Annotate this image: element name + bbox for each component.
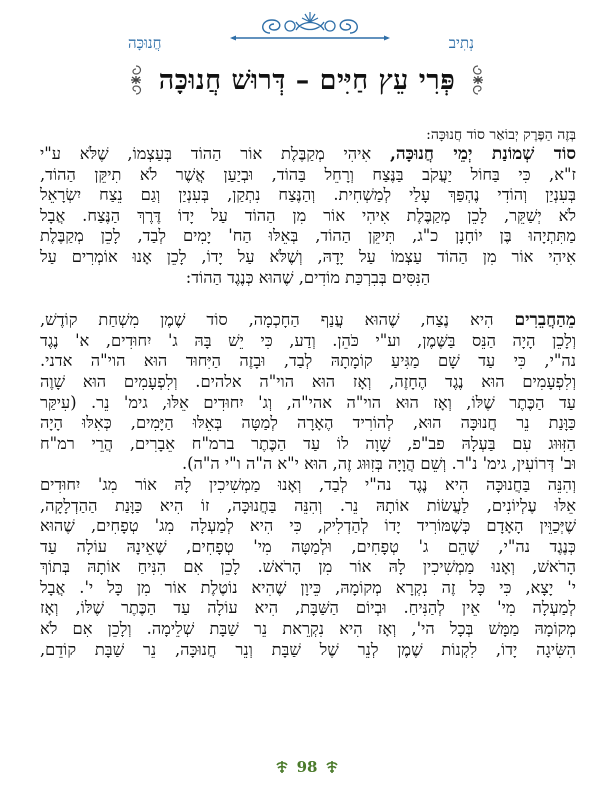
- section2-line-8: וְהִנֵּה בַּחֲנוּכָּה הִיא נֶגֶד נה"י לְבַד, וְאָנוּ מַמְשִׁיכִין לָהּ אוֹר מִג' יִחוּדִים: [40, 474, 576, 494]
- section2-line-7: וּב' דְּרוֹעִין, גימ' נ"ר. וְשֵׁם הֲוָיָה בְּזִוּוּג זֶה, הוּא י"א ה"ה ו"י ה"ה).: [181, 454, 576, 474]
- running-head-left: חֲנוּכָּה: [128, 34, 162, 52]
- title-row: [0, 60, 614, 100]
- section2-line-10: שֶׁיְּכַוֵּין הָאָדָם כְּשֶׁמּוֹרִיד יָדוֹ לְהַדְלִיק, כִּי הִיא לְמַעְלָה מִג' טְפָחִים, שֶׁהוּא: [40, 516, 576, 536]
- section2-line-14: לְמַעְלָה מִי' אֵין לְהַנִּיחַ. וּבְיוֹם הַשַּׁבָּת, הִיא עוֹלָה עַד הַכֶּתֶר שֶׁלּוֹ, וְאָז: [40, 598, 576, 618]
- section1-line-4: מַתִּתְיָהוּ בֶּן יוֹחָנָן כ"ג, תִּיקֵּן הַהוֹד, בְּאֵלּוּ הַח' יָמִים לְבַד, לָכֵן מְקַבֶּלֶת: [40, 226, 576, 246]
- section2-line-9: אֵלּוּ עֶלְיוֹנִים, לַעֲשׂוֹת אוֹתָהּ נֵר. וְהִנֵּה בַּחֲנוּכָּה, זוֹ הִיא כַּוָּנַת הַהַדְלָקָה,: [40, 495, 576, 515]
- running-head-right: נְתִיב: [448, 34, 474, 52]
- section2-line-0-rest: הִיא נֶצַח, שֶׁהוּא עֲנַף הַחָכְמָה, סוֹד שֶׁמֶן מִשְׁחַת קוֹדֶשׁ,: [40, 310, 494, 330]
- scroll-ornament-icon: [230, 6, 390, 42]
- leaf-ornament-icon: [325, 759, 339, 775]
- section2-line-11: כְּנֶגֶד נה"י, שֶׁהֵם ג' טְפָחִים, וּלְמַטָּה מִי' טְפָחִים, שֶׁאֵינָהּ עוֹלָה עַד: [40, 536, 576, 556]
- title-ornament-right-icon: [467, 63, 489, 97]
- section1-line-0: [40, 144, 576, 165]
- section1-line-3: לֹא יְשַׁקֵּר, לָכֵן מְקַבֶּלֶת אִיהִי אוֹר מִן הַהוֹד עַל יָדוֹ דֶּרֶךְ הַנֶּצַח. אֲבָל: [40, 205, 576, 225]
- section1-line-6: הַנִּסִּים בְּבִרְכַּת מוֹדִים, שֶׁהוּא כְּנֶגֶד הַהוֹד:: [185, 267, 431, 287]
- section1-lead: סוֹד שְׁמוֹנַת יְמֵי חֲנוּכָּה,: [389, 144, 577, 164]
- section2-line-6: הַזִּוּוּג עִם בַּעְלָהּ פב"פ, שָׁוָה לוֹ עַד הַכֶּתֶר ברמ"ח אֵבָרִים, הֲרֵי רמ"ח: [40, 433, 576, 453]
- section1-line-0-rest: אִיהִי מְקַבֶּלֶת אוֹר הַהוֹד בְּעַצְמוֹ, שֶׁלֹּא ע"י: [40, 144, 372, 163]
- section2-line-3: וְלִפְעָמִים הוּא נֶגֶד הֶחָזֶה, וְאָז הוּא הוי"ה אלהים. וְלִפְעָמִים הוּא שָׁוֶה: [40, 371, 576, 391]
- section1-line-2: בְּעִנְיַן וְהוֹדִי נֶהְפַּךְ עָלַי לְמַשְׁחִית. וְהַנֶּצַח נִתְקַן, בְּעִנְיַן וְגַם נֵצַח יִשְׂרָאֵל: [40, 185, 576, 205]
- page-number: 98: [296, 758, 318, 776]
- section2-line-5: כַּוָּנַת נֵר חֲנוּכָּה הוּא, לְהוֹרִיד הֶאָרָה לְמַטָּה בְּאֵלּוּ הַיָּמִים, כְּאִלּוּ הָיָה: [40, 413, 576, 433]
- leaf-ornament-icon: [275, 759, 289, 775]
- page-footer: [0, 758, 614, 776]
- section2-line-12: הָרֹאשׁ, וְאָנוּ מַמְשִׁיכִין לָהּ אוֹר מִן הָרֹאשׁ. לָכֵן אִם הִנִּיחַ אוֹתָהּ בְּתוֹךְ: [40, 557, 576, 577]
- section2-line-13: י' יָצָא, כִּי כָּל זֶה נִקְרָא מְקוֹמָהּ, כֵּיוָן שֶׁהִיא נוֹטֶלֶת אוֹר מִן כָּל י'. אֲבָל: [40, 577, 576, 597]
- page-title: פְּרִי עֵץ חַיִּים – דְּרוּשׁ חֲנוּכָּה: [158, 64, 456, 96]
- body-text: [40, 126, 576, 660]
- section2-lead: מֵהַחֲבֵרִים: [514, 310, 576, 331]
- section2-line-4: עַד הַכֶּתֶר שֶׁלּוֹ, וְאָז הוּא הוי"ה אהי"ה, וְג' יִחוּדִים אֵלּוּ, גימ' נֵר. (עִיקַּר: [40, 392, 576, 412]
- section2-line-0: [40, 310, 576, 331]
- intro-line: בְּזֶה הַפֶּרֶק יְבוֹאַר סוֹד חֲנוּכָּה:: [426, 127, 576, 143]
- title-ornament-left-icon: [125, 63, 147, 97]
- section2-line-2: נה"י, כִּי עַד שָׁם מַגִּיעַ קוֹמָתָהּ לְבַד, וּבָזֶה הַיִּחוּד הוּא הוי"ה אדני.: [40, 351, 576, 371]
- section2-line-16: הִשִּׂיגָה יָדוֹ, לִקְנוֹת שֶׁמֶן לְנֵר שֶׁל שַׁבָּת וְנֵר חֲנוּכָּה, נֵר שַׁבָּת קוֹדֵם,: [40, 639, 576, 659]
- section1-line-5: אִיהִי אוֹר מִן הַהוֹד עַצְמוֹ עַל יָדָהּ, וְשֶׁלֹּא עַל יָדוֹ, לָכֵן אָנוּ אוֹמְרִים עַל: [40, 246, 576, 266]
- section2-line-1: וְלָכֵן הָיָה הַנֵּס בַּשֶּׁמֶן, וע"י כֹּהֵן. וְדַע, כִּי יֵשׁ בָּהּ ג' יִחוּדִים, א' נֶגֶד: [40, 330, 576, 350]
- section2-line-15: מְקוֹמָהּ מַמָּשׁ בְּכָל הי', וְאָז הִיא נִקְרֵאת נֵר שַׁבָּת שְׁלֵימָה. וְלָכֵן אִם לֹא: [40, 619, 576, 639]
- section1-line-1: ז"א, כִּי בַּחוֹל יַעֲקֹב בַּנֶּצַח וְרָחֵל בַּהוֹד, וּבְיַעַן אֲשֶׁר לֹא תִיקֵּן הַהוֹד,: [40, 164, 576, 184]
